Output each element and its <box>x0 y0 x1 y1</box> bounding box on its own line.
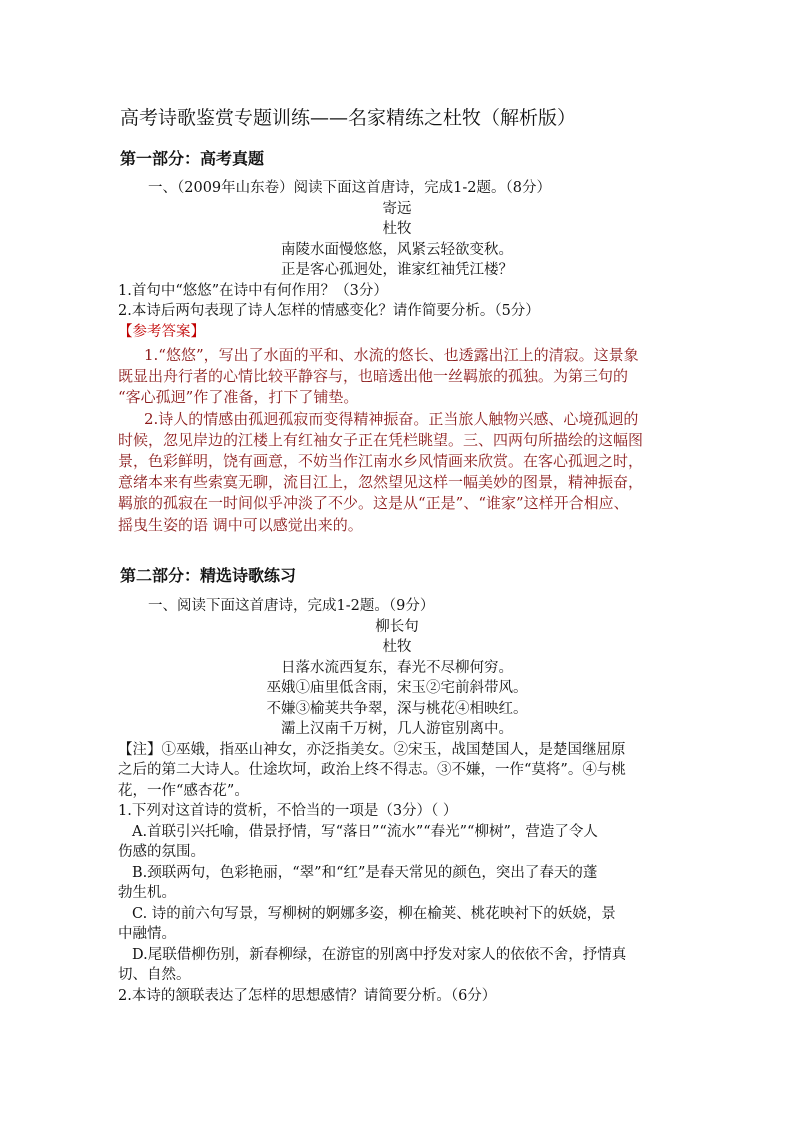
option-d-line: 切、自然。 <box>118 967 191 983</box>
part2-intro: 一、阅读下面这首唐诗，完成1-2题。（9分） <box>148 598 435 614</box>
note-line: 花，一作“感杏花”。 <box>118 782 249 799</box>
part1-intro: 一、（2009年山东卷）阅读下面这首唐诗，完成1-2题。（8分） <box>148 180 551 196</box>
answer-2-line: 摇曳生姿的语 调中可以感觉出来的。 <box>118 515 363 534</box>
part1-question-1: 1.首句中“悠悠”在诗中有何作用？（3分） <box>118 282 388 299</box>
answer-1-line: 1.“悠悠”，写出了水面的平和、水流的悠长、也透露出江上的清寂。这景象 <box>144 346 639 364</box>
answer-2-line: 时候，忽见岸边的江楼上有红袖女子正在凭栏眺望。三、四两句所描绘的这幅图 <box>118 430 644 449</box>
part1-heading: 第一部分：高考真题 <box>120 149 265 168</box>
option-c-line: C. 诗的前六句写景，写柳树的婀娜多姿，柳在榆荚、桃花映衬下的妖娆，景 <box>132 905 616 922</box>
option-a-line: 伤感的氛围。 <box>118 844 205 860</box>
answer-label: 【参考答案】 <box>118 323 205 340</box>
page-title: 高考诗歌鉴赏专题训练——名家精练之杜牧（解析版） <box>120 107 577 129</box>
poem1-title: 寄远 <box>382 200 412 217</box>
answer-2-line: 景，色彩鲜明，饶有画意，不妨当作江南水乡风情画来欣赏。在客心孤迥之时， <box>118 451 644 470</box>
answer-2-line: 羁旅的孤寂在一时间似乎冲淡了不少。这是从“正是”、“谁家”这样开合相应、 <box>118 494 629 513</box>
part1-answer-block <box>118 345 676 536</box>
poem1-line: 南陵水面慢悠悠，风紧云轻欲变秋。 <box>281 241 513 258</box>
option-d-line: D.尾联借柳伤别，新春柳绿，在游宦的别离中抒发对家人的依依不舍，抒情真 <box>132 946 627 963</box>
poem1-author: 杜牧 <box>382 221 412 237</box>
poem2-line: 日落水流西复东，春光不尽柳何穷。 <box>281 659 513 676</box>
poem2-title: 柳长句 <box>375 618 419 635</box>
answer-1-line: 既显出舟行者的心情比较平静容与，也暗透出他一丝羁旅的孤独。为第三句的 <box>118 367 629 386</box>
poem2-line: 不嫌③榆荚共争翠，深与桃花④相映红。 <box>266 700 528 717</box>
part1-question-block <box>118 178 676 342</box>
answer-2-line: 2.诗人的情感由孤迥孤寂而变得精神振奋。正当旅人触物兴感、心境孤迥的 <box>144 409 639 428</box>
note-line: 之后的第二大诗人。仕途坎坷，政治上终不得志。③不嫌，一作“莫将”。④与桃 <box>118 762 626 778</box>
part2-question-1: 1.下列对这首诗的赏析，不恰当的一项是（3分）（ ） <box>118 803 458 819</box>
answer-1-line: “客心孤迥”作了准备，打下了铺垫。 <box>118 388 359 407</box>
answer-2-line: 意绪本来有些索寞无聊，流目江上，忽然望见这样一幅美妙的图景，精神振奋， <box>118 473 644 492</box>
option-c-line: 中融情。 <box>118 926 176 942</box>
poem2-line: 巫娥①庙里低含雨，宋玉②宅前斜带风。 <box>266 680 528 696</box>
part1-question-2: 2.本诗后两句表现了诗人怎样的情感变化？请作简要分析。（5分） <box>118 303 540 319</box>
poem2-author: 杜牧 <box>382 639 412 655</box>
note-line: 【注】①巫娥，指巫山神女，亦泛指美女。②宋玉，战国楚国人，是楚国继屈原 <box>118 741 626 758</box>
option-a-line: A.首联引兴托喻，借景抒情，写“落日”“流水”“春光”“柳树”，营造了令人 <box>132 823 598 840</box>
part2-question-block <box>118 596 676 1006</box>
part2-heading: 第二部分：精选诗歌练习 <box>120 566 297 585</box>
poem1-line: 正是客心孤迥处，谁家红袖凭江楼？ <box>281 262 513 278</box>
part2-question-2: 2.本诗的颔联表达了怎样的思想感情？请简要分析。（6分） <box>118 987 497 1004</box>
option-b-line: B.颈联两句，色彩艳丽，“翠”和“红”是春天常见的颜色，突出了春天的蓬 <box>132 864 598 881</box>
poem2-line: 灞上汉南千万树，几人游宦别离中。 <box>281 721 513 737</box>
option-b-line: 勃生机。 <box>118 885 176 901</box>
